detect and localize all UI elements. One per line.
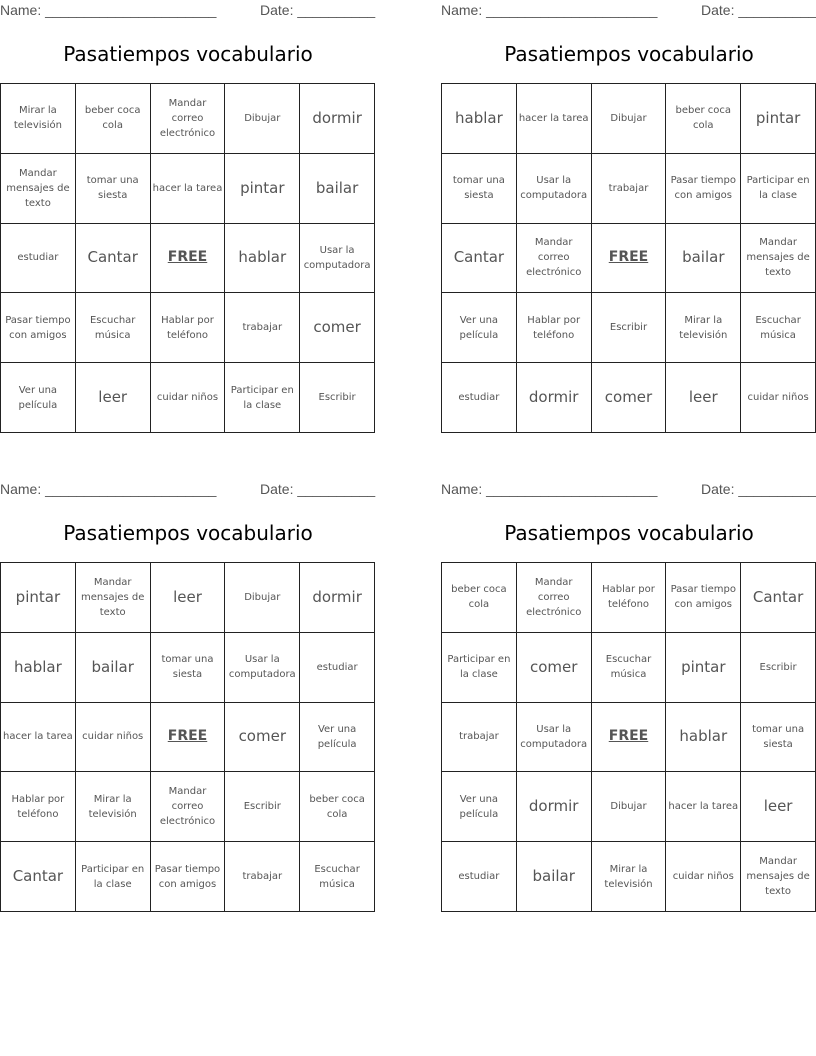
- bingo-cell: Usar la computadora: [517, 703, 592, 773]
- bingo-card: [441, 0, 816, 440]
- bingo-cell: Pasar tiempo con amigos: [666, 154, 741, 224]
- bingo-cell: comer: [517, 633, 592, 703]
- bingo-card: [441, 479, 816, 919]
- bingo-cell: Escuchar música: [300, 842, 375, 912]
- bingo-cell: Mandar correo electrónico: [517, 563, 592, 633]
- bingo-cell: Pasar tiempo con amigos: [666, 563, 741, 633]
- bingo-cell: dormir: [300, 84, 375, 154]
- bingo-cell: comer: [225, 703, 300, 773]
- bingo-cell: Mandar correo electrónico: [151, 84, 226, 154]
- bingo-cell: tomar una siesta: [741, 703, 816, 773]
- bingo-card: [0, 0, 376, 440]
- name-date-row: [0, 481, 376, 499]
- bingo-cell: trabajar: [225, 293, 300, 363]
- bingo-cell: Mandar mensajes de texto: [76, 563, 151, 633]
- bingo-cell: trabajar: [442, 703, 517, 773]
- bingo-cell: cuidar niños: [741, 363, 816, 433]
- free-space: FREE: [151, 703, 226, 773]
- bingo-cell: Mandar mensajes de texto: [741, 842, 816, 912]
- bingo-cell: Mandar mensajes de texto: [741, 224, 816, 294]
- bingo-cell: Participar en la clase: [225, 363, 300, 433]
- bingo-cell: pintar: [741, 84, 816, 154]
- name-field-label: Name: ______________________: [0, 481, 217, 497]
- bingo-cell: pintar: [1, 563, 76, 633]
- bingo-cell: hacer la tarea: [151, 154, 226, 224]
- bingo-cell: Mirar la televisión: [76, 772, 151, 842]
- bingo-cell: Dibujar: [225, 563, 300, 633]
- bingo-cell: cuidar niños: [151, 363, 226, 433]
- name-field-label: Name: ______________________: [441, 2, 658, 18]
- bingo-cell: Escribir: [225, 772, 300, 842]
- date-field-label: Date: __________: [260, 481, 376, 497]
- bingo-cell: hablar: [442, 84, 517, 154]
- bingo-cell: beber coca cola: [442, 563, 517, 633]
- bingo-cell: Pasar tiempo con amigos: [1, 293, 76, 363]
- bingo-cell: pintar: [225, 154, 300, 224]
- bingo-cell: leer: [76, 363, 151, 433]
- bingo-cell: trabajar: [225, 842, 300, 912]
- bingo-cell: Mandar mensajes de texto: [1, 154, 76, 224]
- bingo-cell: tomar una siesta: [442, 154, 517, 224]
- bingo-grid: [0, 83, 375, 433]
- free-space: FREE: [592, 703, 667, 773]
- bingo-cell: Dibujar: [592, 84, 667, 154]
- name-field-label: Name: ______________________: [0, 2, 217, 18]
- name-date-row: [441, 481, 816, 499]
- bingo-cell: Usar la computadora: [517, 154, 592, 224]
- bingo-cell: Participar en la clase: [442, 633, 517, 703]
- bingo-cell: trabajar: [592, 154, 667, 224]
- bingo-cell: Hablar por teléfono: [517, 293, 592, 363]
- bingo-grid: [441, 83, 816, 433]
- bingo-grid: [0, 562, 375, 912]
- bingo-cell: estudiar: [300, 633, 375, 703]
- name-date-row: [0, 2, 376, 20]
- bingo-cell: Participar en la clase: [76, 842, 151, 912]
- name-date-row: [441, 2, 816, 20]
- bingo-cell: bailar: [666, 224, 741, 294]
- bingo-cell: dormir: [517, 363, 592, 433]
- bingo-cell: tomar una siesta: [76, 154, 151, 224]
- bingo-cell: Escribir: [592, 293, 667, 363]
- bingo-cell: bailar: [76, 633, 151, 703]
- bingo-cell: tomar una siesta: [151, 633, 226, 703]
- bingo-card: [0, 479, 376, 919]
- bingo-cell: dormir: [300, 563, 375, 633]
- date-field-label: Date: __________: [260, 2, 376, 18]
- card-title: Pasatiempos vocabulario: [504, 521, 754, 545]
- bingo-cell: hablar: [1, 633, 76, 703]
- bingo-cell: beber coca cola: [76, 84, 151, 154]
- bingo-cell: estudiar: [1, 224, 76, 294]
- card-title: Pasatiempos vocabulario: [504, 42, 754, 66]
- bingo-cell: leer: [151, 563, 226, 633]
- bingo-cell: comer: [592, 363, 667, 433]
- bingo-cell: Mandar correo electrónico: [151, 772, 226, 842]
- bingo-cell: Mirar la televisión: [1, 84, 76, 154]
- date-field-label: Date: __________: [701, 481, 816, 497]
- bingo-cell: Usar la computadora: [300, 224, 375, 294]
- bingo-cell: Escuchar música: [592, 633, 667, 703]
- bingo-cell: Cantar: [442, 224, 517, 294]
- bingo-cell: dormir: [517, 772, 592, 842]
- bingo-cell: bailar: [300, 154, 375, 224]
- date-field-label: Date: __________: [701, 2, 816, 18]
- bingo-cell: pintar: [666, 633, 741, 703]
- bingo-cell: Hablar por teléfono: [592, 563, 667, 633]
- bingo-cell: Escribir: [300, 363, 375, 433]
- bingo-cell: cuidar niños: [666, 842, 741, 912]
- free-space: FREE: [592, 224, 667, 294]
- bingo-cell: Hablar por teléfono: [151, 293, 226, 363]
- bingo-cell: Pasar tiempo con amigos: [151, 842, 226, 912]
- bingo-cell: Ver una película: [442, 293, 517, 363]
- free-space: FREE: [151, 224, 226, 294]
- bingo-cell: cuidar niños: [76, 703, 151, 773]
- card-title: Pasatiempos vocabulario: [63, 521, 313, 545]
- bingo-cell: Hablar por teléfono: [1, 772, 76, 842]
- bingo-cell: hacer la tarea: [517, 84, 592, 154]
- bingo-cell: Dibujar: [592, 772, 667, 842]
- bingo-cell: bailar: [517, 842, 592, 912]
- bingo-cell: hablar: [666, 703, 741, 773]
- bingo-cell: Ver una película: [442, 772, 517, 842]
- bingo-cell: estudiar: [442, 363, 517, 433]
- bingo-cell: Dibujar: [225, 84, 300, 154]
- bingo-cell: Ver una película: [300, 703, 375, 773]
- bingo-cell: Participar en la clase: [741, 154, 816, 224]
- bingo-cell: Mirar la televisión: [592, 842, 667, 912]
- bingo-cell: Cantar: [741, 563, 816, 633]
- bingo-cell: leer: [741, 772, 816, 842]
- bingo-cell: hacer la tarea: [666, 772, 741, 842]
- bingo-cell: Escribir: [741, 633, 816, 703]
- bingo-cell: Escuchar música: [76, 293, 151, 363]
- bingo-cell: beber coca cola: [666, 84, 741, 154]
- bingo-grid: [441, 562, 816, 912]
- bingo-cell: Mirar la televisión: [666, 293, 741, 363]
- bingo-cell: Ver una película: [1, 363, 76, 433]
- bingo-cell: estudiar: [442, 842, 517, 912]
- bingo-cell: leer: [666, 363, 741, 433]
- bingo-cell: Cantar: [76, 224, 151, 294]
- card-title: Pasatiempos vocabulario: [63, 42, 313, 66]
- bingo-cell: hablar: [225, 224, 300, 294]
- bingo-cell: Escuchar música: [741, 293, 816, 363]
- bingo-cell: Mandar correo electrónico: [517, 224, 592, 294]
- bingo-cell: hacer la tarea: [1, 703, 76, 773]
- name-field-label: Name: ______________________: [441, 481, 658, 497]
- bingo-cell: Usar la computadora: [225, 633, 300, 703]
- bingo-cell: comer: [300, 293, 375, 363]
- bingo-cell: beber coca cola: [300, 772, 375, 842]
- bingo-cell: Cantar: [1, 842, 76, 912]
